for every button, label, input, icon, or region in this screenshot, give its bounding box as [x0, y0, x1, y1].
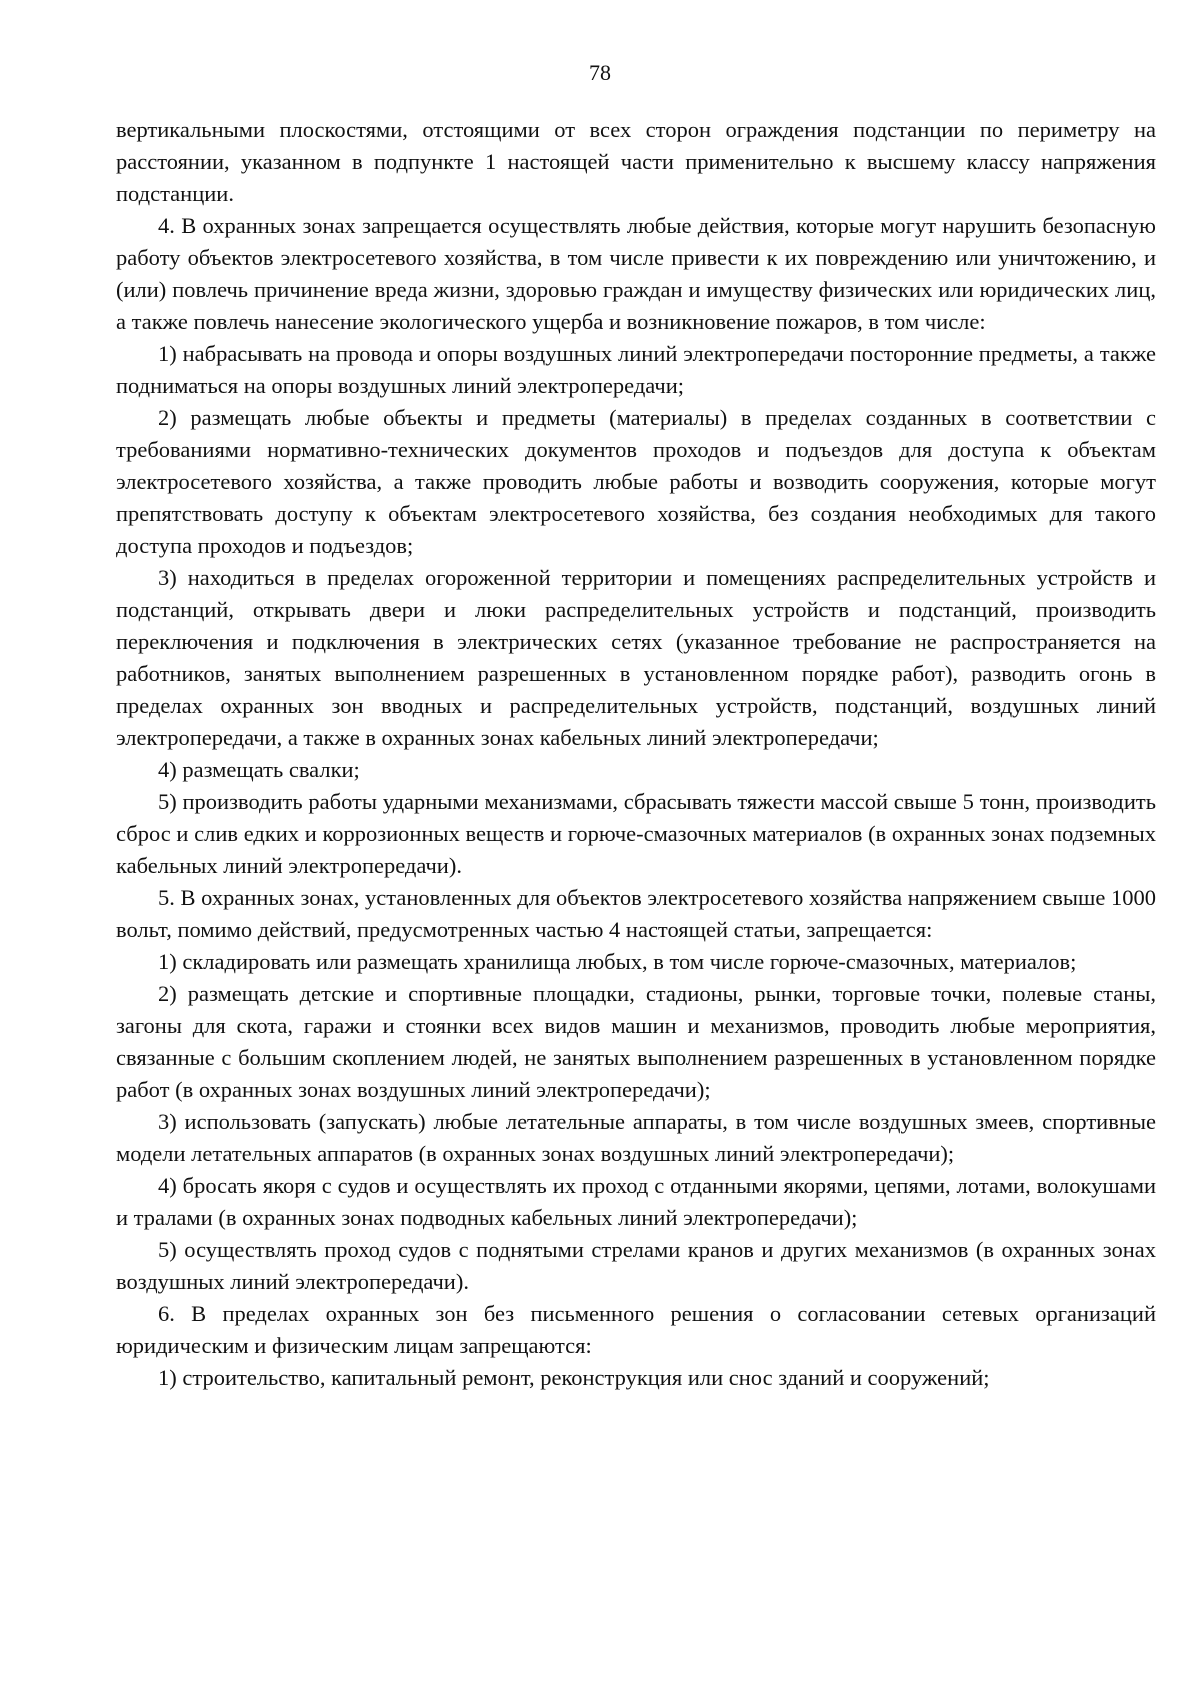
- paragraph-7: 5) производить работы ударными механизмами, сбрасывать тяжести массой свыше 5 тонн, производить сброс и слив едких и коррозионных веществ и горюче-смазочных материалов (в охранных зонах подземных кабельных линий электропередачи).: [116, 789, 1156, 878]
- paragraph-11: 3) использовать (запускать) любые летательные аппараты, в том числе воздушных змеев, спортивные модели летательных аппаратов (в охранных зонах воздушных линий электропередачи);: [116, 1109, 1156, 1166]
- paragraph-9: 1) складировать или размещать хранилища любых, в том числе горюче-смазочных, материалов;: [158, 949, 1077, 974]
- paragraph-12: 4) бросать якоря с судов и осуществлять их проход с отданными якорями, цепями, лотами, волокушами и тралами (в охранных зонах подводных кабельных линий электропередачи);: [116, 1173, 1156, 1230]
- paragraph-13: 5) осуществлять проход судов с поднятыми стрелами кранов и других механизмов (в охранных зонах воздушных линий электропередачи).: [116, 1237, 1156, 1294]
- paragraph-3: 1) набрасывать на провода и опоры воздушных линий электропередачи посторонние предметы, а также подниматься на опоры воздушных линий электропередачи;: [116, 341, 1156, 398]
- paragraph-10: 2) размещать детские и спортивные площадки, стадионы, рынки, торговые точки, полевые станы, загоны для скота, гаражи и стоянки всех видов машин и механизмов, проводить любые мероприятия, связанные с большим скоплением людей, не занятых выполнением разрешенных в установленном порядке работ (в охранных зонах воздушных линий электропередачи);: [116, 981, 1156, 1102]
- page-number: 78: [589, 60, 611, 85]
- paragraph-6: 4) размещать свалки;: [158, 757, 360, 782]
- paragraph-8: 5. В охранных зонах, установленных для объектов электросетевого хозяйства напряжением свыше 1000 вольт, помимо действий, предусмотренных частью 4 настоящей статьи, запрещается:: [116, 885, 1156, 942]
- paragraph-14: 6. В пределах охранных зон без письменного решения о согласовании сетевых организаций юридическим и физическим лицам запрещаются:: [116, 1301, 1156, 1358]
- paragraph-15: 1) строительство, капитальный ремонт, реконструкция или снос зданий и сооружений;: [158, 1365, 990, 1390]
- paragraph-2: 4. В охранных зонах запрещается осуществлять любые действия, которые могут нарушить безопасную работу объектов электросетевого хозяйства, в том числе привести к их повреждению или уничтожению, и (или) повлечь причинение вреда жизни, здоровью граждан и имуществу физических или юридических лиц, а также повлечь нанесение экологического ущерба и возникновение пожаров, в том числе:: [116, 213, 1156, 334]
- document-body: [116, 114, 1156, 1394]
- paragraph-4: 2) размещать любые объекты и предметы (материалы) в пределах созданных в соответствии с требованиями нормативно-технических документов проходов и подъездов для доступа к объектам электросетевого хозяйства, а также проводить любые работы и возводить сооружения, которые могут препятствовать доступу к объектам электросетевого хозяйства, без создания необходимых для такого доступа проходов и подъездов;: [116, 405, 1156, 558]
- paragraph-5: 3) находиться в пределах огороженной территории и помещениях распределительных устройств и подстанций, открывать двери и люки распределительных устройств и подстанций, производить переключения и подключения в электрических сетях (указанное требование не распространяется на работников, занятых выполнением разрешенных в установленном порядке работ), разводить огонь в пределах охранных зон вводных и распределительных устройств, подстанций, воздушных линий электропередачи, а также в охранных зонах кабельных линий электропередачи;: [116, 565, 1156, 750]
- paragraph-1: вертикальными плоскостями, отстоящими от всех сторон ограждения подстанции по периметру на расстоянии, указанном в подпункте 1 настоящей части применительно к высшему классу напряжения подстанции.: [116, 117, 1156, 206]
